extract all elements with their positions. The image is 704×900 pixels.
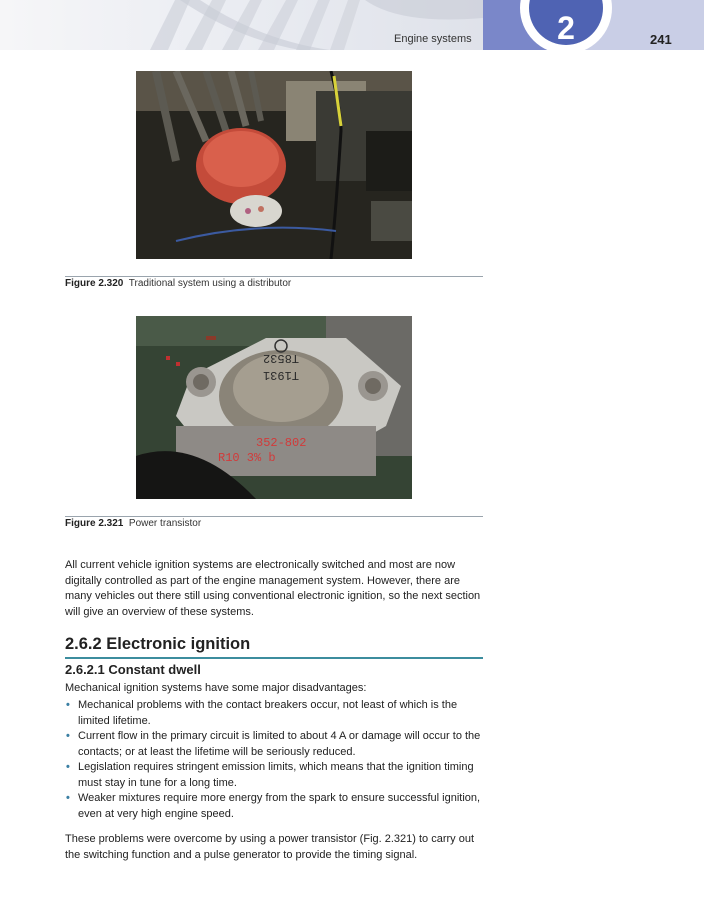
bullet-icon: • (66, 730, 70, 742)
list-item: • Current flow in the primary circuit is limited to about 4 A or damage will occur to the contacts; or at least the lifetime will be seriously reduced. (66, 730, 481, 758)
figure-label: Figure 2.320 (65, 278, 124, 289)
bullet-icon: • (66, 761, 70, 773)
lead-paragraph: Mechanical ignition systems have some major disadvantages: (65, 682, 367, 694)
figure-caption-text: Power transistor (128, 518, 202, 529)
section-heading: 2.6.2 Electronic ignition (65, 635, 251, 653)
page-number: 241 (650, 32, 672, 47)
chapter-number: 2 (557, 10, 575, 46)
list-item: • Legislation requires stringent emission limits, which means that the ignition timing must stay in tune for a long time. (66, 761, 474, 789)
running-head: Engine systems (394, 33, 472, 45)
figure-label: Figure 2.321 (65, 518, 124, 529)
figure-rule (65, 276, 483, 277)
page-header (0, 0, 704, 50)
closing-paragraph: These problems were overcome by using a power transistor (Fig. 2.321) to carry out the switching function and a pulse generator to provide the timing signal. (65, 833, 475, 861)
intro-paragraph: All current vehicle ignition systems are electronically switched and most are now digitally controlled as part of the engine management system. However, there are many vehicles out there still using conventional electronic ignition, so the next section will give an overview of these systems. (65, 559, 481, 618)
power-transistor-photo (136, 316, 412, 499)
figure-caption (65, 278, 291, 289)
section-heading-rule (65, 657, 483, 659)
subsection-heading: 2.6.2.1 Constant dwell (65, 662, 201, 677)
transistor-marking-second: T1931 (262, 368, 300, 382)
figure-caption-text: Traditional system using a distributor (128, 278, 292, 289)
tyre-tread-graphic (0, 0, 483, 50)
disadvantages-list (65, 698, 485, 822)
resistor-marking-code: 352-802 (256, 436, 307, 450)
list-item: • Weaker mixtures require more energy from the spark to ensure successful ignition, even at very high engine speed. (66, 792, 481, 820)
figure-caption (65, 518, 201, 529)
transistor-marking-top: T8532 (262, 351, 300, 365)
bullet-icon: • (66, 699, 70, 711)
distributor-photo (136, 71, 412, 259)
list-item: • Mechanical problems with the contact breakers occur, not least of which is the limited lifetime. (66, 699, 458, 727)
resistor-marking-value: R10 3% b (218, 451, 276, 465)
bullet-icon: • (66, 792, 70, 804)
figure-rule (65, 516, 483, 517)
